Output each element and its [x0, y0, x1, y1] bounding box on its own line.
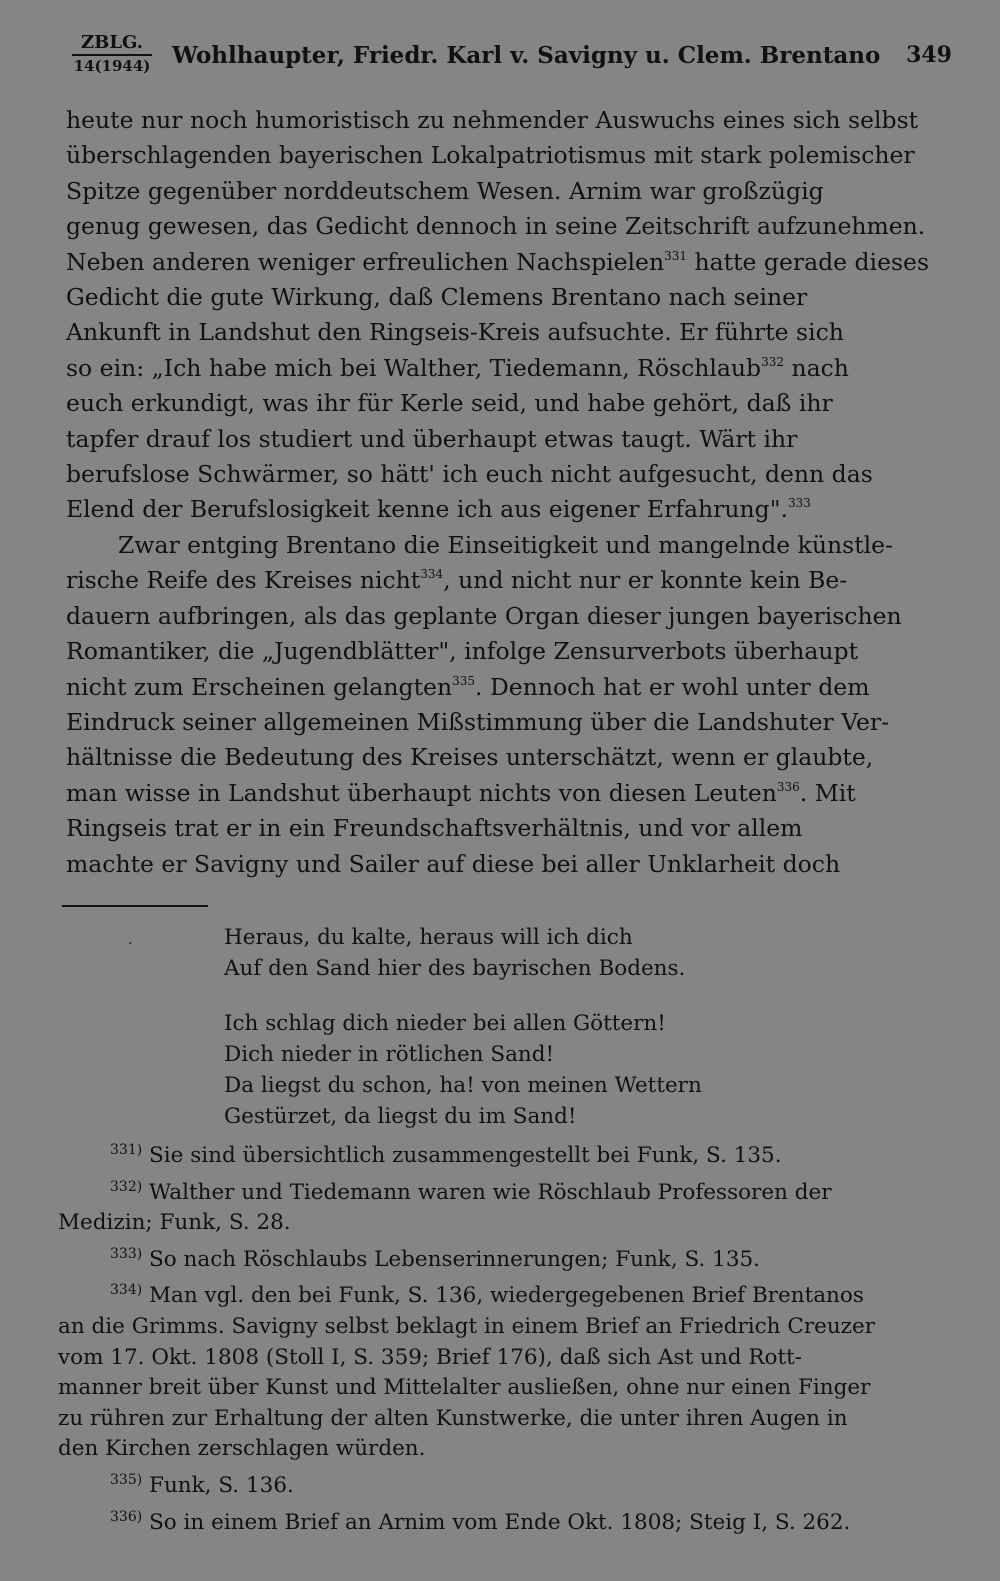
footnote-ref: 333 — [787, 496, 811, 511]
footnote-text: Funk, S. 136. — [149, 1472, 294, 1498]
text-line: Eindruck seiner allgemeinen Mißstimmung über die Landshuter Ver- — [66, 707, 890, 736]
text-line — [66, 776, 946, 811]
text-line: tapfer drauf los studiert und überhaupt etwas taugt. Wärt ihr — [66, 424, 798, 453]
text-run: , und nicht nur er konnte kein Be- — [443, 566, 848, 595]
footnote-line — [58, 1465, 938, 1502]
footnote — [58, 1502, 938, 1539]
footnote-ref: 335 — [452, 673, 475, 688]
footnote — [58, 1465, 938, 1502]
text-line: berufslose Schwärmer, so hätt' ich euch nicht aufgesucht, denn das — [66, 460, 873, 489]
footnote-line — [58, 1172, 938, 1209]
footnote-number: 333) — [110, 1245, 143, 1262]
text-line: machte er Savigny und Sailer auf diese bei aller Unklarheit doch — [66, 849, 841, 878]
text-run: so ein: „Ich habe mich bei Walther, Tiedemann, Röschlaub — [66, 353, 762, 382]
text-line: überschlagenden bayerischen Lokalpatriotismus mit stark polemischer — [66, 141, 915, 170]
footnote-text: Sie sind übersichtlich zusammengestellt bei Funk, S. 135. — [149, 1143, 782, 1168]
text-line — [66, 670, 946, 705]
footnote-line: Medizin; Funk, S. 28. — [58, 1210, 291, 1236]
text-line: Zwar entging Brentano die Einseitigkeit und mangelnde künstle- — [118, 530, 894, 559]
text-line: heute nur noch humoristisch zu nehmender Auswuchs eines sich selbst — [66, 106, 919, 134]
text-run: nach — [784, 353, 849, 382]
text-line: Ringseis trat er in ein Freundschaftsverhältnis, und vor allem — [66, 814, 803, 843]
footnote — [58, 1239, 938, 1276]
journal-volume: 14(1944) — [73, 57, 151, 75]
footnote-line — [58, 1135, 938, 1172]
poem-line: Auf den Sand hier des bayrischen Bodens. — [224, 956, 686, 981]
poem-line: Heraus, du kalte, heraus will ich dich — [224, 925, 633, 950]
journal-reference — [72, 32, 152, 76]
text-run: nicht zum Erscheinen gelangten — [66, 672, 453, 701]
footnote-number: 334) — [110, 1282, 143, 1299]
text-line: euch erkundigt, was ihr für Kerle seid, und habe gehört, daß ihr — [66, 389, 833, 418]
poem-stanza — [224, 922, 702, 984]
page-number: 349 — [906, 42, 952, 68]
footnote — [58, 1275, 938, 1465]
text-line: hältnisse die Bedeutung des Kreises unterschätzt, wenn er glaubte, — [66, 743, 874, 772]
main-text — [66, 103, 946, 882]
text-run: man wisse in Landshut überhaupt nichts von diesen Leuten — [66, 778, 777, 807]
footnote-number: 336) — [110, 1508, 143, 1525]
text-line: Romantiker, die „Jugendblätter", infolge Zensurverbots überhaupt — [66, 637, 859, 666]
footnote-line — [58, 1502, 938, 1539]
poem-line: Dich nieder in rötlichen Sand! — [224, 1042, 555, 1067]
page-header — [62, 30, 952, 80]
text-line: dauern aufbringen, als das geplante Organ dieser jungen bayerischen — [66, 601, 902, 630]
text-line: Spitze gegenüber norddeutschem Wesen. Arnim war großzügig — [66, 176, 824, 205]
running-title: Wohlhaupter, Friedr. Karl v. Savigny u. Clem. Brentano — [172, 42, 881, 69]
text-line: Ankunft in Landshut den Ringseis-Kreis aufsuchte. Er führte sich — [66, 318, 844, 347]
text-line: Gedicht die gute Wirkung, daß Clemens Brentano nach seiner — [66, 283, 808, 312]
footnote-text: So in einem Brief an Arnim vom Ende Okt. 1808; Steig I, S. 262. — [149, 1509, 851, 1535]
footnote-line: den Kirchen zerschlagen würden. — [58, 1436, 426, 1462]
footnote-ref: 336 — [776, 779, 800, 794]
footnote-ref: 332 — [761, 354, 784, 369]
footnote-line: vom 17. Okt. 1808 (Stoll I, S. 359; Brief 176), daß sich Ast und Rott- — [58, 1344, 803, 1370]
footnote-line — [58, 1275, 938, 1312]
footnote-number: 335) — [110, 1471, 143, 1488]
footnote-text: So nach Röschlaubs Lebenserinnerungen; Funk, S. 135. — [149, 1246, 761, 1272]
text-run: Elend der Berufslosigkeit kenne ich aus eigener Erfahrung". — [66, 495, 788, 524]
text-line — [66, 351, 946, 386]
footnote-text: Man vgl. den bei Funk, S. 136, wiedergegebenen Brief Brentanos — [149, 1283, 864, 1309]
stray-mark: . — [128, 932, 133, 948]
text-line — [66, 492, 946, 527]
footnote-line: an die Grimms. Savigny selbst beklagt in einem Brief an Friedrich Creuzer — [58, 1313, 875, 1339]
footnote-line: manner breit über Kunst und Mittelalter ausließen, ohne nur einen Finger — [58, 1375, 871, 1401]
text-line — [66, 563, 946, 598]
quoted-poem — [224, 922, 702, 1156]
footnote — [58, 1135, 938, 1172]
text-run: . Dennoch hat er wohl unter dem — [475, 672, 870, 701]
footnote-ref: 331 — [664, 248, 688, 263]
footnote-line — [58, 1239, 938, 1276]
footnote — [58, 1172, 938, 1239]
footnotes — [58, 1135, 938, 1538]
text-run: rische Reife des Kreises nicht — [66, 566, 421, 595]
footnote-text: Walther und Tiedemann waren wie Röschlaub Professoren der — [149, 1179, 832, 1205]
text-run: hatte gerade dieses — [687, 247, 930, 276]
text-line — [66, 245, 946, 280]
text-line: genug gewesen, das Gedicht dennoch in seine Zeitschrift aufzunehmen. — [66, 212, 926, 241]
footnote-line: zu rühren zur Erhaltung der alten Kunstwerke, die unter ihren Augen in — [58, 1405, 848, 1431]
poem-line: Gestürzet, da liegst du im Sand! — [224, 1104, 577, 1129]
poem-line: Da liegst du schon, ha! von meinen Wettern — [224, 1073, 702, 1098]
journal-abbreviation: ZBLG. — [72, 32, 152, 56]
poem-stanza — [224, 1008, 702, 1132]
text-run: Neben anderen weniger erfreulichen Nachspielen — [66, 247, 665, 276]
text-run: . Mit — [799, 778, 856, 807]
poem-line: Ich schlag dich nieder bei allen Göttern! — [224, 1011, 666, 1036]
footnote-separator — [62, 905, 208, 907]
footnote-number: 331) — [110, 1142, 143, 1158]
footnote-number: 332) — [110, 1178, 143, 1195]
footnote-ref: 334 — [420, 567, 444, 582]
